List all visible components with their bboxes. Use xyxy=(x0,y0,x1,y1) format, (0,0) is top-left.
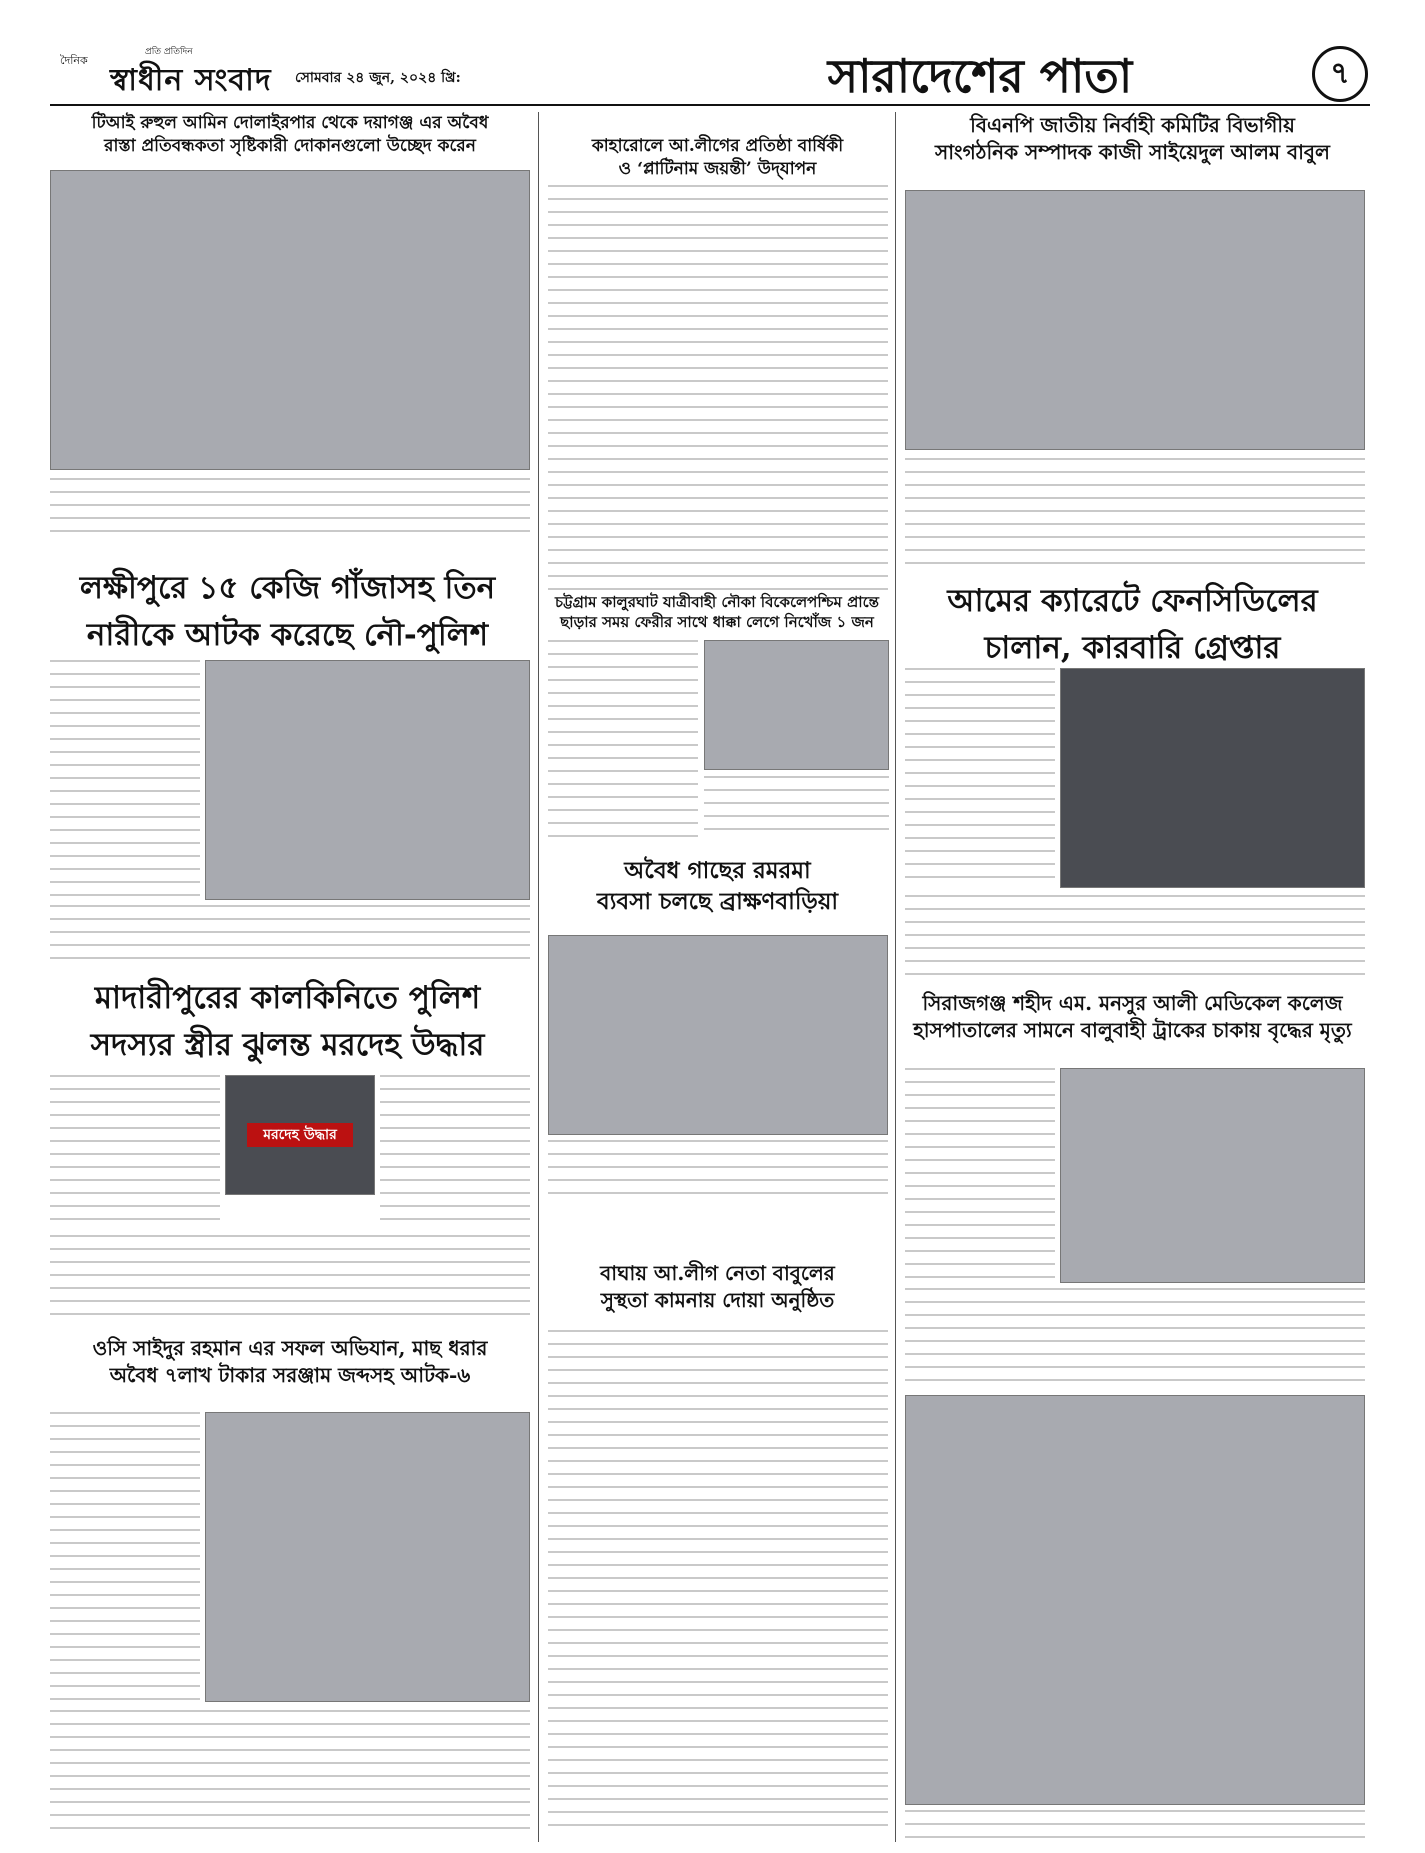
article-photo xyxy=(225,1075,375,1195)
page-number-badge: ৭ xyxy=(1312,46,1368,102)
article-photo xyxy=(205,1412,530,1702)
article-photo xyxy=(205,660,530,900)
newspaper-logo: স্বাধীন সংবাদ xyxy=(110,63,272,98)
article-body xyxy=(905,1288,1365,1388)
article-body xyxy=(548,1330,888,1830)
article-body xyxy=(905,1068,1055,1283)
article-body xyxy=(548,185,888,590)
headline-line: টিআই রুহুল আমিন দোলাইরপার থেকে দয়াগঞ্জ এর অবৈধ xyxy=(91,113,489,133)
headline-line: ছাড়ার সময় ফেরীর সাথে ধাক্কা লেগে নিখোঁজ ১ জন xyxy=(560,613,874,632)
article-body xyxy=(50,1075,220,1230)
article-body xyxy=(50,905,530,960)
article-photo xyxy=(905,190,1365,450)
article-headline xyxy=(900,578,1365,671)
photo-caption-text xyxy=(50,478,530,538)
article-photo xyxy=(548,935,888,1135)
article-headline xyxy=(40,565,535,658)
headline-line: বিএনপি জাতীয় নির্বাহী কমিটির বিভাগীয় xyxy=(970,113,1295,137)
headline-line: কাহারোলে আ.লীগের প্রতিষ্ঠা বার্ষিকী xyxy=(591,136,844,156)
headline-line: মাদারীপুরের কালকিনিতে পুলিশ xyxy=(94,980,481,1016)
headline-line: সিরাজগঞ্জ শহীদ এম. মনসুর আলী মেডিকেল কলেজ xyxy=(922,991,1343,1015)
column-divider xyxy=(538,112,539,1842)
headline-line: ওসি সাইদুর রহমান এর সফল অভিযান, মাছ ধরার xyxy=(92,1336,488,1360)
masthead-small-label: দৈনিক xyxy=(60,54,88,67)
headline-line: সুস্থতা কামনায় দোয়া অনুষ্ঠিত xyxy=(600,1288,835,1312)
headline-line: অবৈধ ৭লাখ টাকার সরঞ্জাম জব্দসহ আটক-৬ xyxy=(109,1363,471,1387)
article-headline xyxy=(545,855,890,917)
article-body xyxy=(905,668,1055,888)
article-headline xyxy=(45,1335,535,1389)
headline-line: বাঘায় আ.লীগ নেতা বাবুলের xyxy=(600,1261,835,1285)
article-body xyxy=(50,660,200,900)
article-headline xyxy=(45,112,535,158)
article-body xyxy=(548,1140,888,1200)
photo-caption-overlay: মরদেহ উদ্ধার xyxy=(226,1123,374,1147)
article-headline xyxy=(900,990,1365,1044)
article-headline xyxy=(545,1260,890,1314)
article-body xyxy=(905,895,1365,980)
headline-line: লক্ষীপুরে ১৫ কেজি গাঁজাসহ তিন xyxy=(79,570,496,606)
article-photo xyxy=(704,640,889,770)
article-body xyxy=(548,640,698,840)
article-body xyxy=(704,776,889,840)
article-photo xyxy=(905,1395,1365,1805)
masthead-tagline: প্রতি প্রতিদিন xyxy=(145,47,193,57)
headline-line: অবৈধ গাছের রমরমা xyxy=(624,857,811,884)
headline-line: হাসপাতালের সামনে বালুবাহী ট্রাকের চাকায় বৃদ্ধের মৃত্যু xyxy=(913,1018,1352,1042)
headline-line: সদস্যর স্ত্রীর ঝুলন্ত মরদেহ উদ্ধার xyxy=(90,1026,485,1063)
article-body xyxy=(50,1412,200,1712)
article-body xyxy=(50,1710,530,1830)
headline-line: ব্যবসা চলছে ব্রাক্ষণবাড়িয়া xyxy=(596,888,839,916)
headline-line: রাস্তা প্রতিবন্ধকতা সৃষ্টিকারী দোকানগুলো উচ্ছেদ করেন xyxy=(104,135,476,156)
article-body xyxy=(50,1235,530,1315)
photo-caption-text xyxy=(905,1810,1365,1840)
headline-line: চালান, কারবারি গ্রেপ্তার xyxy=(984,629,1281,666)
headline-line: নারীকে আটক করেছে নৌ-পুলিশ xyxy=(86,616,489,653)
article-body xyxy=(905,458,1365,570)
article-headline xyxy=(543,592,891,633)
column-divider xyxy=(895,112,896,1842)
article-photo xyxy=(1060,1068,1365,1283)
headline-line: চট্টগ্রাম কালুরঘাট যাত্রীবাহী নৌকা বিকেলেপশ্চিম প্রান্তে xyxy=(555,593,879,611)
article-headline xyxy=(40,975,535,1068)
headline-line: আমের ক্যারেটে ফেনসিডিলের xyxy=(947,583,1318,619)
article-headline xyxy=(545,135,890,181)
article-body xyxy=(380,1075,530,1230)
article-photo xyxy=(50,170,530,470)
section-title: সারাদেশের পাতা xyxy=(827,49,1133,103)
headline-line: ও ‘প্লাটিনাম জয়ন্তী’ উদ্‌যাপন xyxy=(618,158,817,179)
article-photo xyxy=(1060,668,1365,888)
article-headline xyxy=(900,112,1365,166)
publication-date: সোমবার ২৪ জুন, ২০২৪ খ্রি: xyxy=(295,70,461,86)
headline-line: সাংগঠনিক সম্পাদক কাজী সাইয়েদুল আলম বাবুল xyxy=(935,140,1330,164)
